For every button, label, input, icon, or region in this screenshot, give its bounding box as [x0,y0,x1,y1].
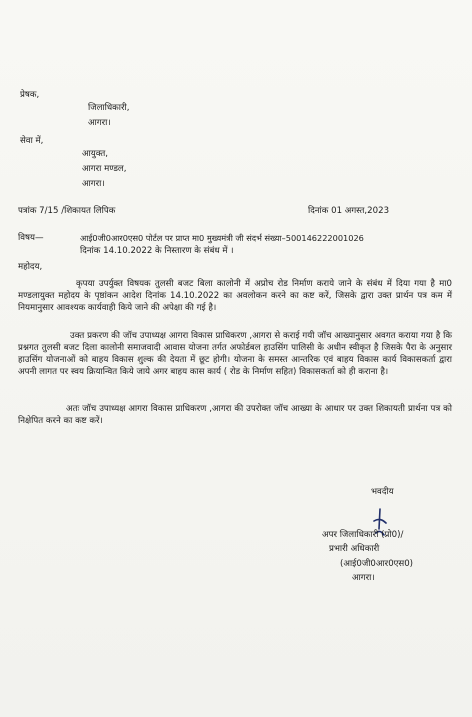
to-line-2: आगरा मण्डल, [82,164,127,174]
to-label: सेवा में, [20,136,44,146]
signatory-line-1: अपर जिलाधिकारी (प्रो0)/ [322,530,404,540]
to-line-1: आयुक्त, [82,149,109,159]
sender-line-1: जिलाधिकारी, [88,103,130,113]
reference-number: पत्रांक 7/15 /शिकायत लिपिक [18,206,116,216]
subject-line-1: आई0जी0आर0एस0 पोर्टल पर प्राप्त मा0 मुख्यमंत्री जी संदर्भ संख्या–500146222001026 [80,233,364,243]
subject-label: विषय— [18,233,44,243]
closing: भवदीय [371,487,394,497]
signatory-line-4: आगरा। [352,573,375,583]
paragraph-2: उक्त प्रकरण की जॉच उपाध्यक्ष आगरा विकास प्राधिकरण ,आगरा से कराई गयी जॉच आख्यानुसार अवगत कराया गया है कि प्रश्नगत तुलसी बजट दिला कालोनी समाजवादी आवास योजना तर्गत अफोर्डबल हाउसिंग पालिसी के अधीन स्वीकृत है जिसके पैरा के अनुसार हाउसिंग योजनाओं को बाहय विकास शुल्क की देयता में छूट होगी। योजना के समस्त आन्तरिक एवं बाहय विकास कार्य विकासकर्ता द्वारा अपनी लागत पर स्वय क्रियान्वित किये जाये अगर बाहय कास कार्य ( रोड के निर्माण सहित) विकासकर्ता को ही कराना है। [18,331,452,377]
sender-line-2: आगरा। [88,118,111,128]
salutation: महोदय, [18,262,43,272]
to-line-3: आगरा। [82,179,105,189]
signatory-line-2: प्रभारी अधिकारी [329,544,380,554]
sender-label: प्रेषक, [20,90,40,100]
signatory-line-3: (आई0जी0आर0एस0) [340,559,414,569]
paragraph-3: अतः जॉच उपाध्यक्ष आगरा विकास प्राधिकरण ,आगरा की उपरोक्त जॉच आख्या के आधार पर उक्त शिकायती प्रार्थना पत्र को निक्षेपित करने का कष्ट करें। [18,404,452,426]
letter-date: दिनांक 01 अगस्त,2023 [308,206,390,216]
subject-line-2: दिनांक 14.10.2022 के निस्तारण के संबंध में । [80,246,234,256]
paragraph-1: कृपया उपर्युक्त विषयक तुलसी बजट बिला कालोनी में अप्रोच रोड निर्माण कराये जाने के संबंध में दिया गया है मा0 मण्डलायुक्त महोदय के पृष्ठांकन आदेश दिनांक 14.10.2022 का अवलोकन करने का कष्ट करें, जिसके द्वारा उक्त प्रार्थन पत्र कम में नियमानुसार आवश्यक कार्यवाही किये जाने की अपेक्षा की गई है। [18,279,452,313]
